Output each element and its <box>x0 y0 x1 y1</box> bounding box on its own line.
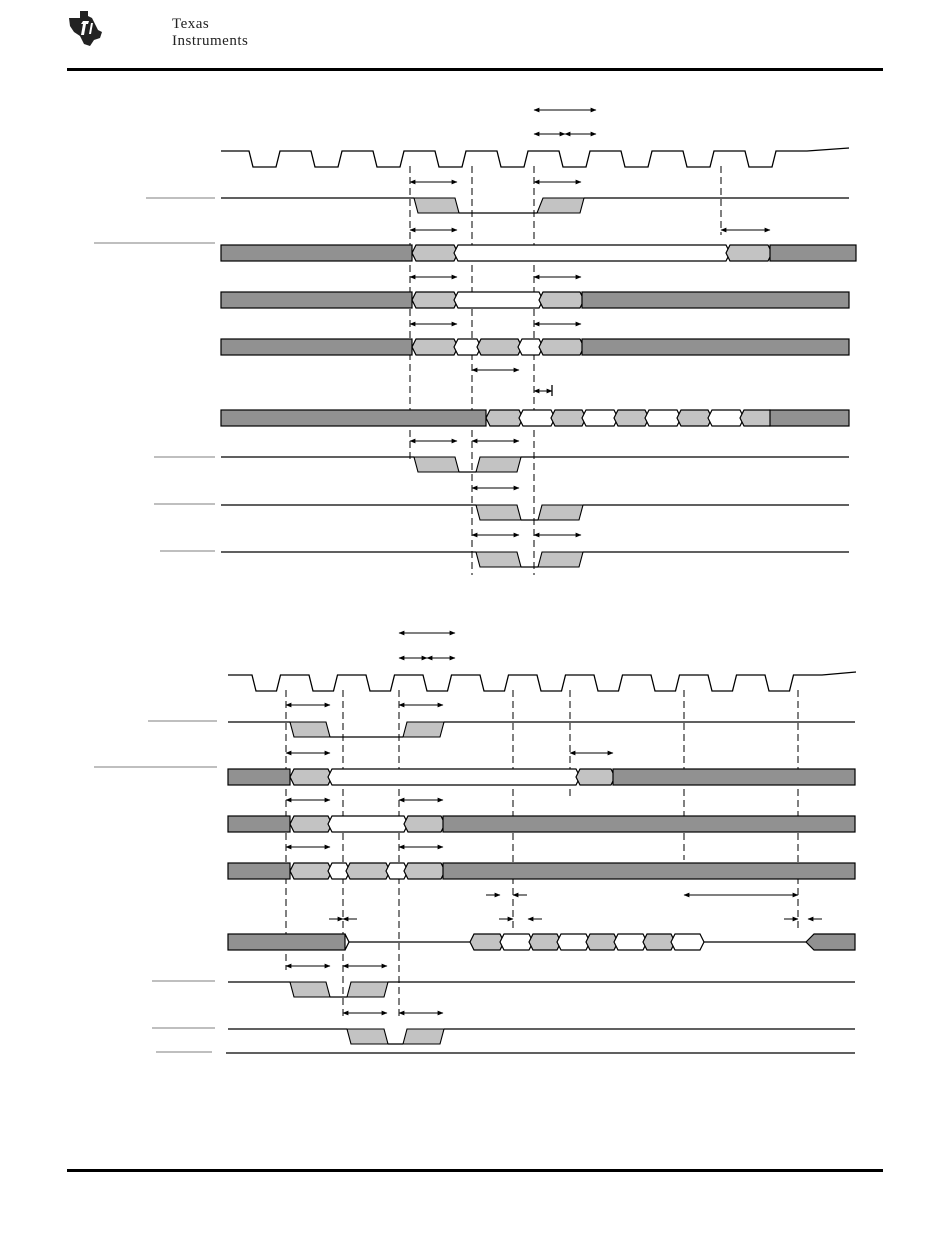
bus-transition <box>412 292 458 308</box>
bus-transition <box>614 410 649 426</box>
transition-region <box>538 505 583 520</box>
transition-region <box>290 982 330 997</box>
bus-valid <box>454 245 730 261</box>
bus-invalid <box>221 339 412 355</box>
bus-valid <box>708 410 744 426</box>
bus-transition <box>677 410 712 426</box>
bus-invalid <box>228 863 290 879</box>
bus-transition <box>477 339 522 355</box>
bus-transition <box>586 934 618 950</box>
bus-invalid <box>443 863 855 879</box>
bus-transition <box>470 934 504 950</box>
bus-transition <box>643 934 675 950</box>
company-name-line1: Texas <box>172 16 210 32</box>
bus-transition <box>551 410 586 426</box>
bus-invalid <box>806 934 855 950</box>
bus-transition <box>529 934 561 950</box>
bus-invalid <box>613 769 855 785</box>
transition-region <box>403 1029 444 1044</box>
bus-transition <box>290 863 332 879</box>
transition-region <box>347 982 388 997</box>
bus-transition <box>539 339 584 355</box>
bus-invalid <box>443 816 855 832</box>
bus-valid <box>614 934 647 950</box>
bus-valid <box>519 410 555 426</box>
timing-diagram-2 <box>94 633 856 1053</box>
bus-transition <box>290 769 332 785</box>
bus-edge <box>345 934 349 950</box>
bus-valid <box>671 934 704 950</box>
bus-transition <box>576 769 615 785</box>
timing-diagram-1 <box>94 110 856 575</box>
transition-region <box>414 457 459 472</box>
bus-invalid <box>770 410 849 426</box>
bus-invalid <box>221 410 486 426</box>
bus-invalid <box>770 245 856 261</box>
bus-valid <box>328 769 580 785</box>
bus-invalid <box>228 769 290 785</box>
bus-transition <box>726 245 772 261</box>
bus-transition <box>539 292 584 308</box>
bus-valid <box>328 816 408 832</box>
bus-transition <box>290 816 332 832</box>
bus-invalid <box>228 934 345 950</box>
transition-region <box>476 552 521 567</box>
bus-transition <box>412 339 458 355</box>
bus-invalid <box>221 245 412 261</box>
transition-region <box>414 198 459 213</box>
bus-transition <box>486 410 523 426</box>
bus-valid <box>557 934 590 950</box>
transition-region <box>538 552 583 567</box>
bus-transition <box>346 863 390 879</box>
bus-transition <box>404 863 445 879</box>
bus-invalid <box>221 292 412 308</box>
bus-valid <box>500 934 533 950</box>
bus-valid <box>645 410 681 426</box>
transition-region <box>347 1029 388 1044</box>
bus-valid <box>454 292 543 308</box>
transition-region <box>403 722 444 737</box>
transition-region <box>537 198 584 213</box>
clock-waveform <box>228 672 856 691</box>
clock-waveform <box>221 148 849 167</box>
bus-invalid <box>582 292 849 308</box>
transition-region <box>290 722 330 737</box>
bus-valid <box>582 410 618 426</box>
bus-transition <box>740 410 774 426</box>
company-name-line2: Instruments <box>172 33 249 49</box>
transition-region <box>476 505 521 520</box>
bus-transition <box>404 816 445 832</box>
bus-transition <box>412 245 458 261</box>
transition-region <box>476 457 521 472</box>
bus-invalid <box>582 339 849 355</box>
bus-invalid <box>228 816 290 832</box>
